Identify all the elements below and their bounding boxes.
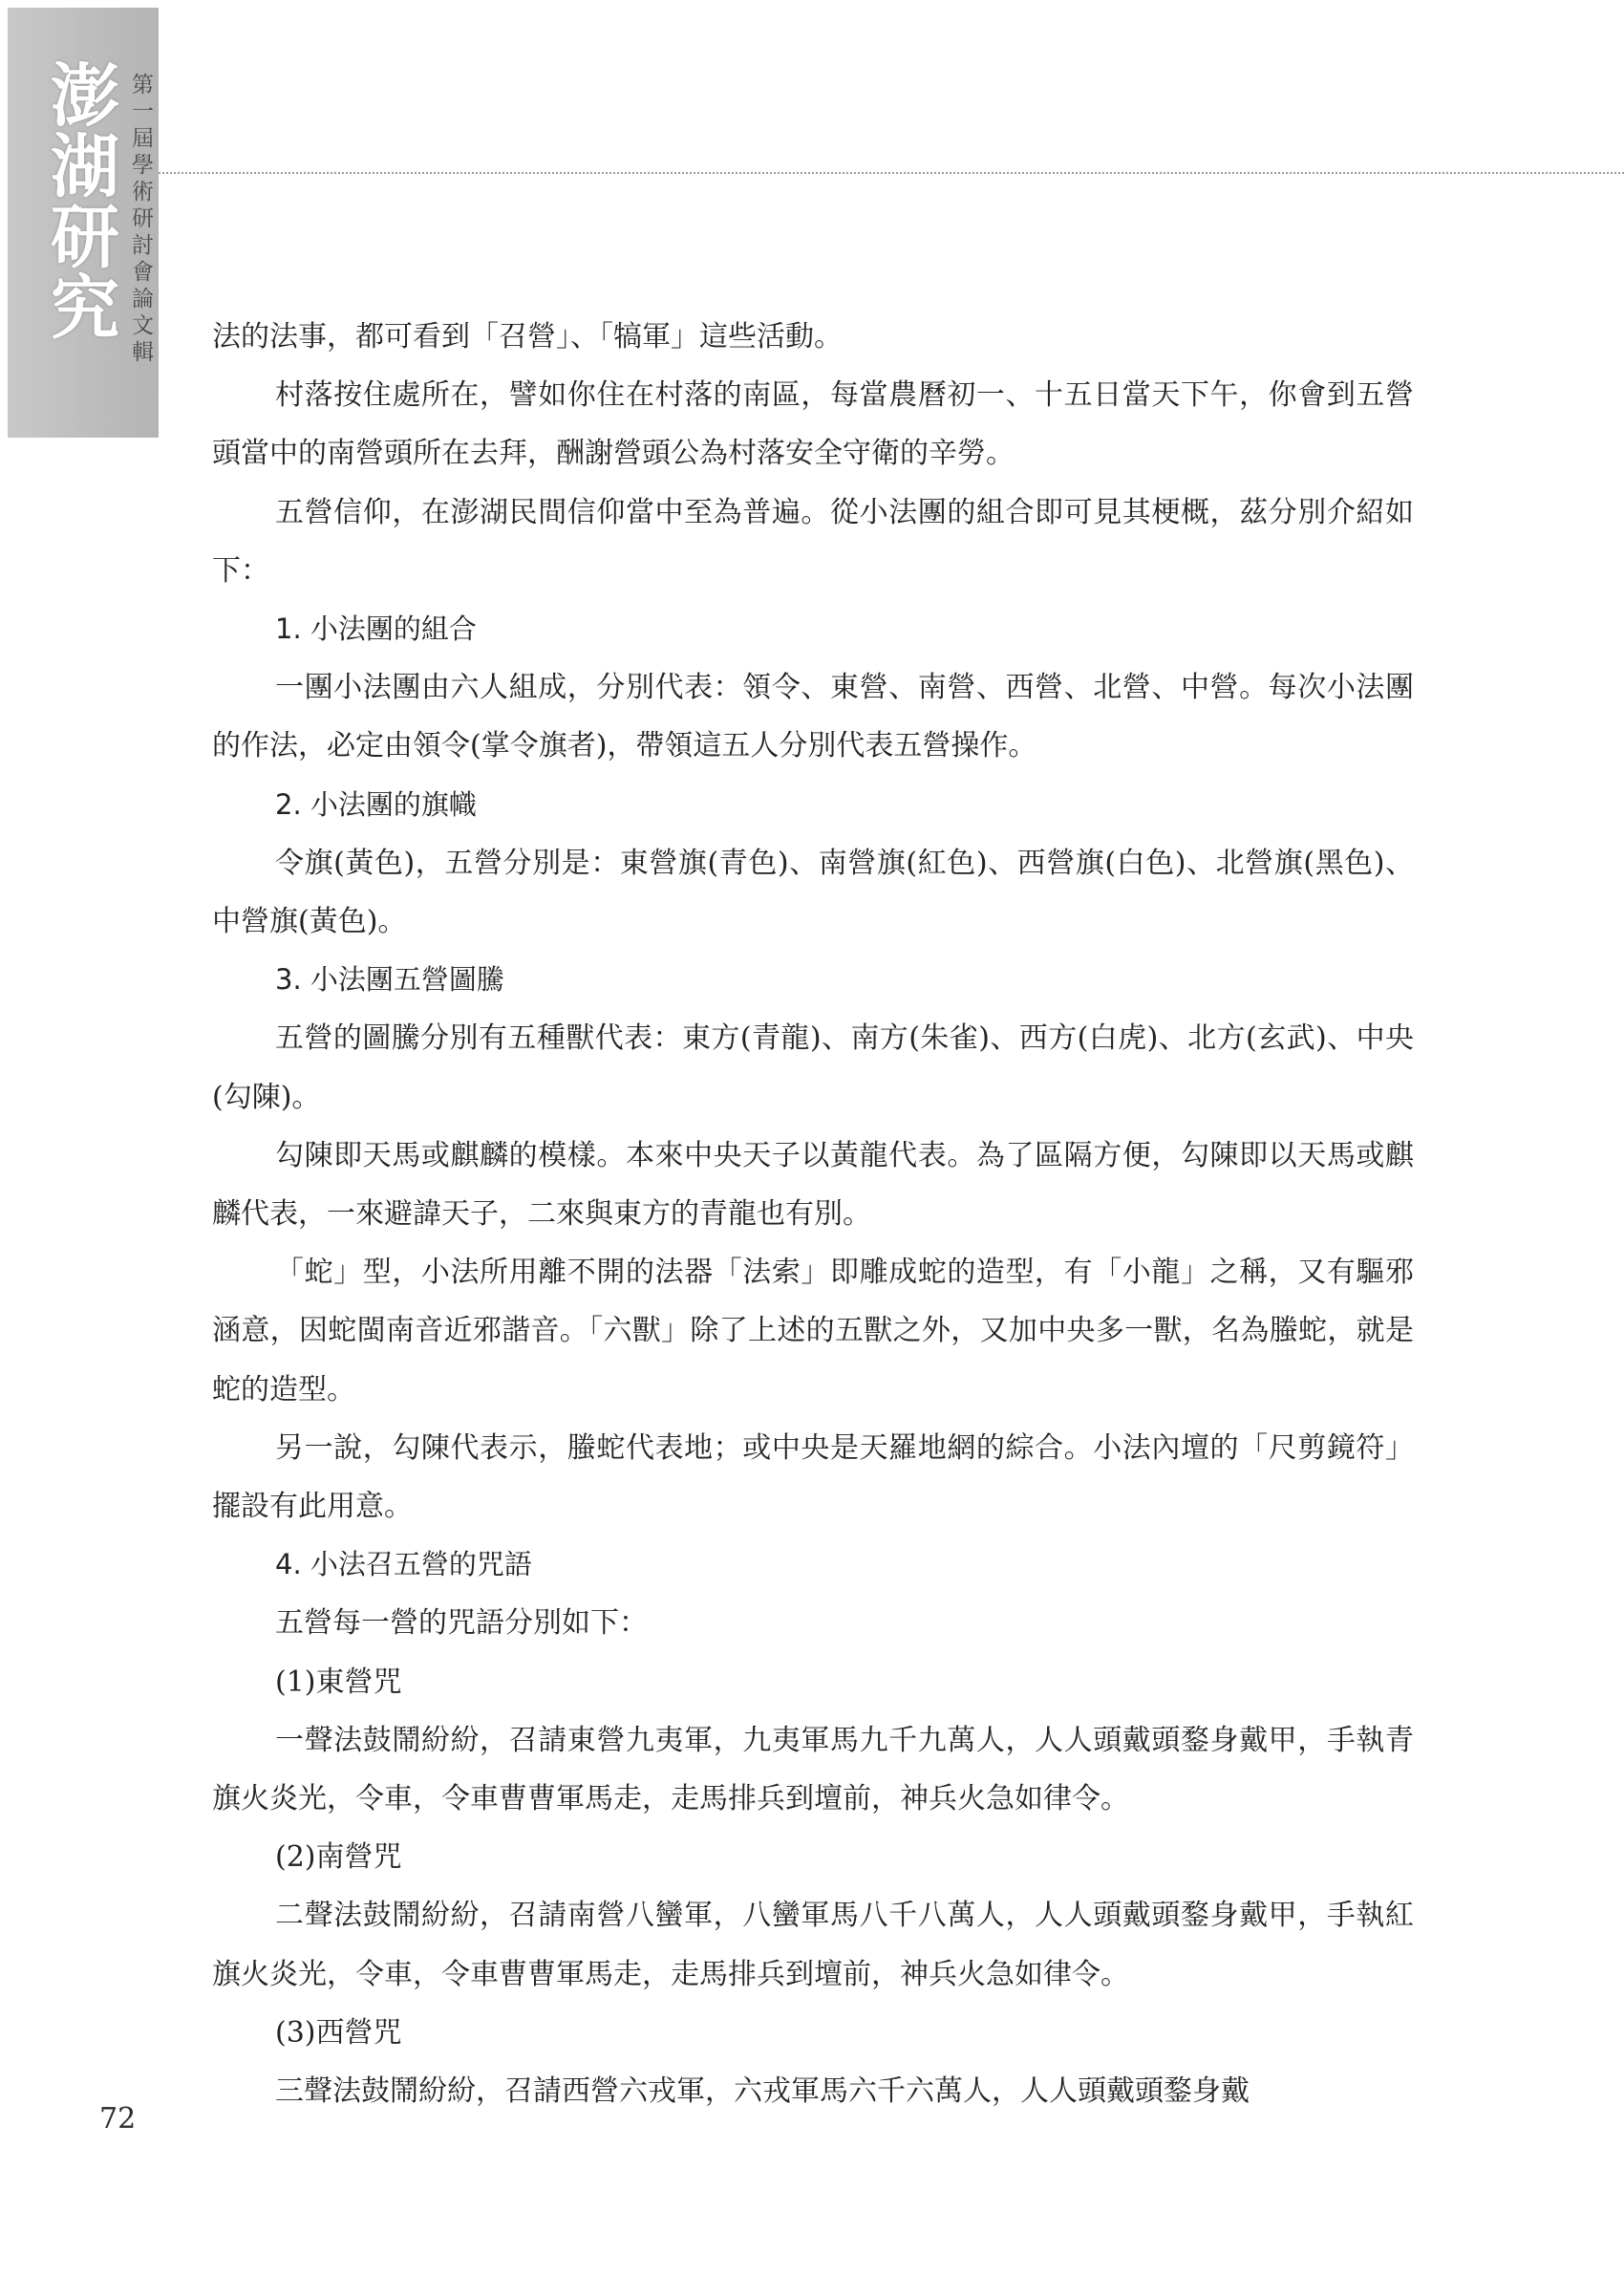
paragraph: 一團小法團由六人組成，分別代表：領令、東營、南營、西營、北營、中營。每次小法團的作法，必定由領令(掌令旗者)，帶領這五人分別代表五營操作。 <box>212 671 1414 763</box>
page-number: 72 <box>99 2102 137 2136</box>
paragraph: 五營信仰，在澎湖民間信仰當中至為普遍。從小法團的組合即可見其梗概，茲分別介紹如下： <box>212 495 1414 588</box>
section-heading: 1. 小法團的組合 <box>275 612 477 646</box>
paragraph: 村落按住處所在，譬如你住在村落的南區，每當農曆初一、十五日當天下午，你會到五營頭當中的南營頭所在去拜，酬謝營頭公為村落安全守衛的辛勞。 <box>212 378 1414 471</box>
section-heading: 2. 小法團的旗幟 <box>275 787 477 821</box>
paragraph: 三聲法鼓鬧紛紛，召請西營六戎軍，六戎軍馬六千六萬人，人人頭戴頭鍪身戴 <box>275 2074 1250 2109</box>
section-heading: 3. 小法團五營圖騰 <box>275 963 504 997</box>
paragraph: 另一說，勾陳代表示，螣蛇代表地；或中央是天羅地網的綜合。小法內壇的「尺剪鏡符」擺設有此用意。 <box>212 1430 1414 1524</box>
paragraph: 二聲法鼓鬧紛紛，召請南營八蠻軍，八蠻軍馬八千八萬人，人人頭戴頭鍪身戴甲，手執紅旗火炎光，令車，令車曹曹軍馬走，走馬排兵到壇前，神兵火急如律令。 <box>212 1899 1414 1991</box>
paragraph: 法的法事，都可看到「召營」、「犒軍」這些活動。 <box>212 320 843 354</box>
paragraph: 「蛇」型，小法所用離不開的法器「法索」即雕成蛇的造型，有「小龍」之稱，又有驅邪涵意，因蛇閩南音近邪諧音。「六獸」除了上述的五獸之外，又加中央多一獸，名為螣蛇，就是蛇的造型。 <box>212 1256 1414 1407</box>
paragraph: 五營的圖騰分別有五種獸代表：東方(青龍)、南方(朱雀)、西方(白虎)、北方(玄武)、中央(勾陳)。 <box>212 1021 1414 1114</box>
paragraph: 五營每一營的咒語分別如下： <box>275 1606 648 1641</box>
paragraph: 一聲法鼓鬧紛紛，召請東營九夷軍，九夷軍馬九千九萬人，人人頭戴頭鍪身戴甲，手執青旗火炎光，令車，令車曹曹軍馬走，走馬排兵到壇前，神兵火急如律令。 <box>212 1723 1414 1816</box>
section-heading: 4. 小法召五營的咒語 <box>275 1548 532 1581</box>
subsection-heading: (2)南營咒 <box>275 1840 402 1875</box>
subsection-heading: (1)東營咒 <box>275 1665 402 1699</box>
paragraph: 令旗(黃色)，五營分別是：東營旗(青色)、南營旗(紅色)、西營旗(白色)、北營旗(黑色)、中營旗(黃色)。 <box>212 846 1414 939</box>
paragraph: 勾陳即天馬或麒麟的模樣。本來中央天子以黃龍代表。為了區隔方便，勾陳即以天馬或麒麟代表，一來避諱天子，二來與東方的青龍也有別。 <box>212 1138 1414 1232</box>
publication-subtitle: 第一屆學術研討會論文輯 <box>128 73 153 367</box>
body-text <box>212 308 1414 2120</box>
header-dotted-rule <box>159 172 1624 174</box>
publication-title: 澎湖研究 <box>39 59 119 342</box>
subsection-heading: (3)西營咒 <box>275 2015 402 2050</box>
